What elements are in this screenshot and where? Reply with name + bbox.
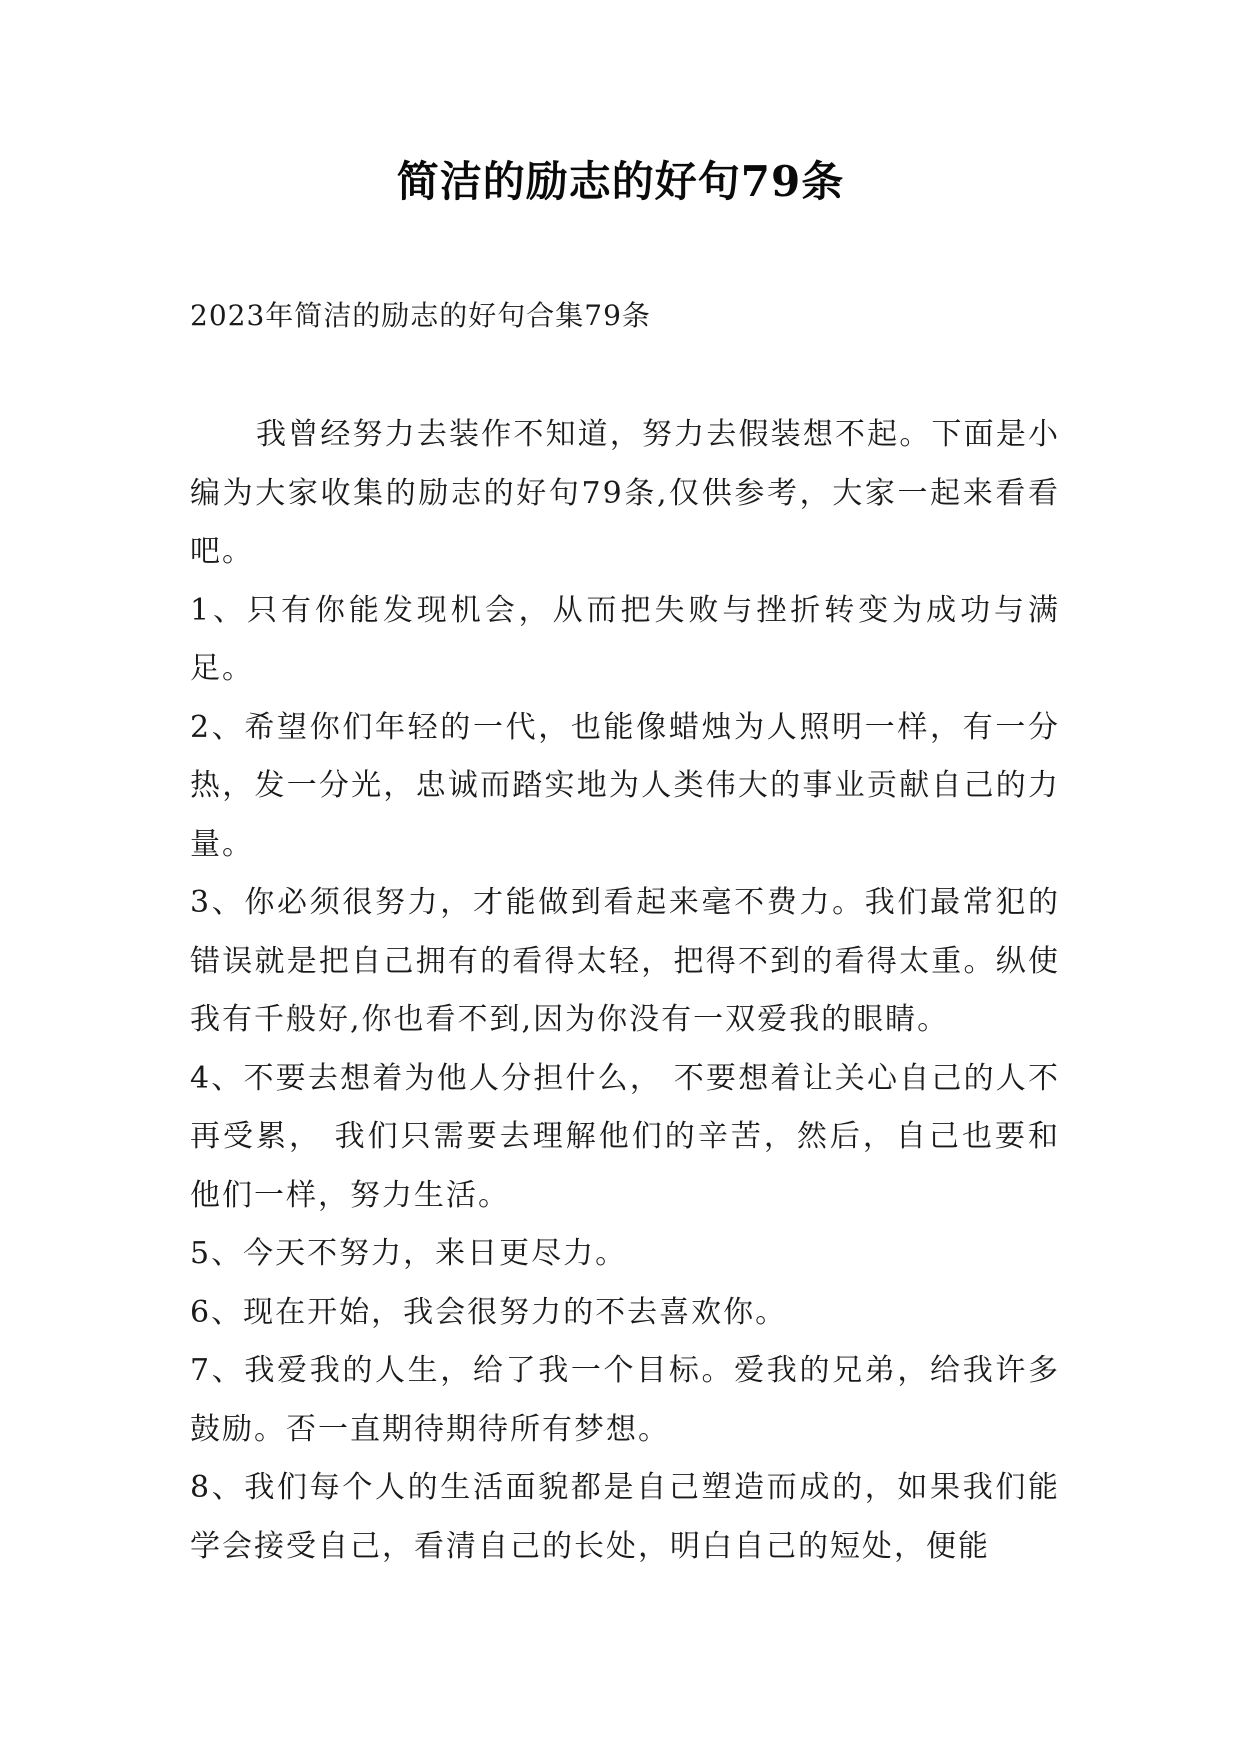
list-item: 4、不要去想着为他人分担什么， 不要想着让关心自己的人不再受累， 我们只需要去理解他们的辛苦，然后，自己也要和他们一样，努力生活。 — [190, 1060, 1060, 1213]
document-title: 简洁的励志的好句79条 — [396, 157, 845, 206]
intro-paragraph: 我曾经努力去装作不知道，努力去假装想不起。下面是小编为大家收集的励志的好句79条,仅供参考，大家一起来看看吧。 — [190, 417, 1060, 569]
list-item: 7、我爱我的人生，给了我一个目标。爱我的兄弟，给我许多鼓励。否一直期待期待所有梦想。 — [190, 1353, 1060, 1447]
list-item: 5、今天不努力，来日更尽力。 — [190, 1236, 628, 1271]
list-item: 1、只有你能发现机会，从而把失败与挫折转变为成功与满足。 — [190, 592, 1060, 686]
list-item: 3、你必须很努力，才能做到看起来毫不费力。我们最常犯的错误就是把自己拥有的看得太轻，把得不到的看得太重。纵使我有千般好,你也看不到,因为你没有一双爱我的眼睛。 — [190, 885, 1060, 1037]
list-item: 6、现在开始，我会很努力的不去喜欢你。 — [190, 1294, 788, 1330]
document-subtitle: 2023年简洁的励志的好句合集79条 — [190, 299, 651, 332]
document-body — [190, 406, 1060, 1576]
list-item: 8、我们每个人的生活面貌都是自己塑造而成的，如果我们能学会接受自己，看清自己的长处，明白自己的短处，便能 — [190, 1470, 1060, 1564]
list-item: 2、希望你们年轻的一代，也能像蜡烛为人照明一样，有一分热，发一分光，忠诚而踏实地为人类伟大的事业贡献自己的力量。 — [190, 709, 1060, 862]
